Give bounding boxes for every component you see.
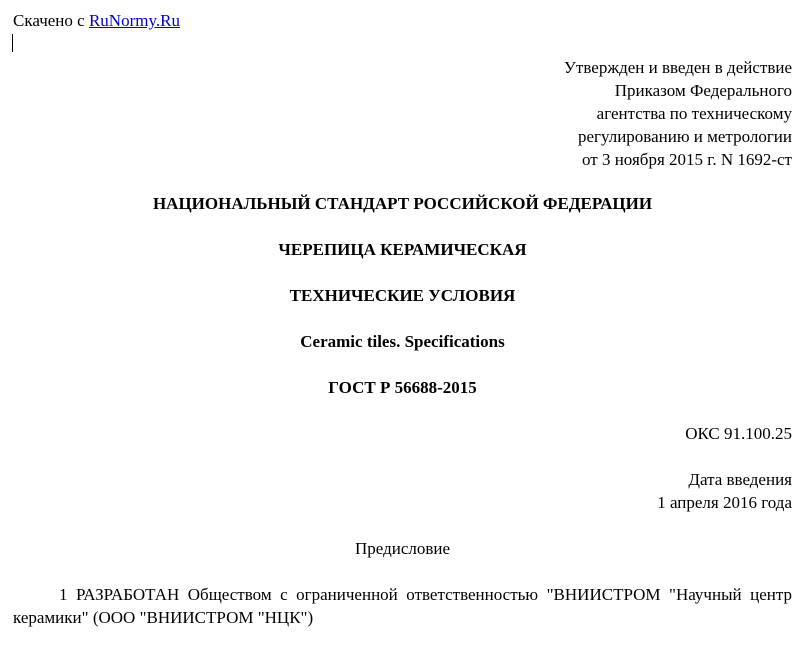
approval-line: агентства по техническому — [596, 104, 792, 123]
preface-heading: Предисловие — [354, 539, 451, 558]
source-link[interactable]: RuNormy.Ru — [88, 11, 180, 30]
product-title: ЧЕРЕПИЦА КЕРАМИЧЕСКАЯ — [278, 240, 527, 259]
national-standard-title: НАЦИОНАЛЬНЫЙ СТАНДАРТ РОССИЙСКОЙ ФЕДЕРАЦИИ — [152, 194, 653, 213]
preface-paragraph-text: 1 РАЗРАБОТАН Обществом с ограниченной ответственностью "ВНИИСТРОМ "Научный центр керамики" (ООО "ВНИИСТРОМ "НЦК") — [13, 585, 792, 627]
source-prefix: Скачено с — [13, 11, 89, 30]
introduction-date: 1 апреля 2016 года — [657, 493, 792, 512]
approval-line: Утвержден и введен в действие — [563, 58, 792, 77]
approval-block — [564, 56, 792, 171]
source-line — [13, 9, 180, 32]
approval-line: регулированию и метрологии — [577, 127, 792, 146]
introduction-label: Дата введения — [688, 470, 792, 489]
oks-code: ОКС 91.100.25 — [685, 424, 792, 443]
standard-code: ГОСТ Р 56688-2015 — [328, 378, 477, 397]
subject-title: ТЕХНИЧЕСКИЕ УСЛОВИЯ — [289, 286, 516, 305]
preface-paragraph — [13, 583, 792, 629]
introduction-date-block — [657, 468, 792, 514]
text-cursor — [12, 34, 13, 52]
english-title: Ceramic tiles. Specifications — [300, 332, 505, 351]
approval-line: от 3 ноября 2015 г. N 1692-ст — [582, 150, 792, 169]
approval-line: Приказом Федерального — [614, 81, 792, 100]
